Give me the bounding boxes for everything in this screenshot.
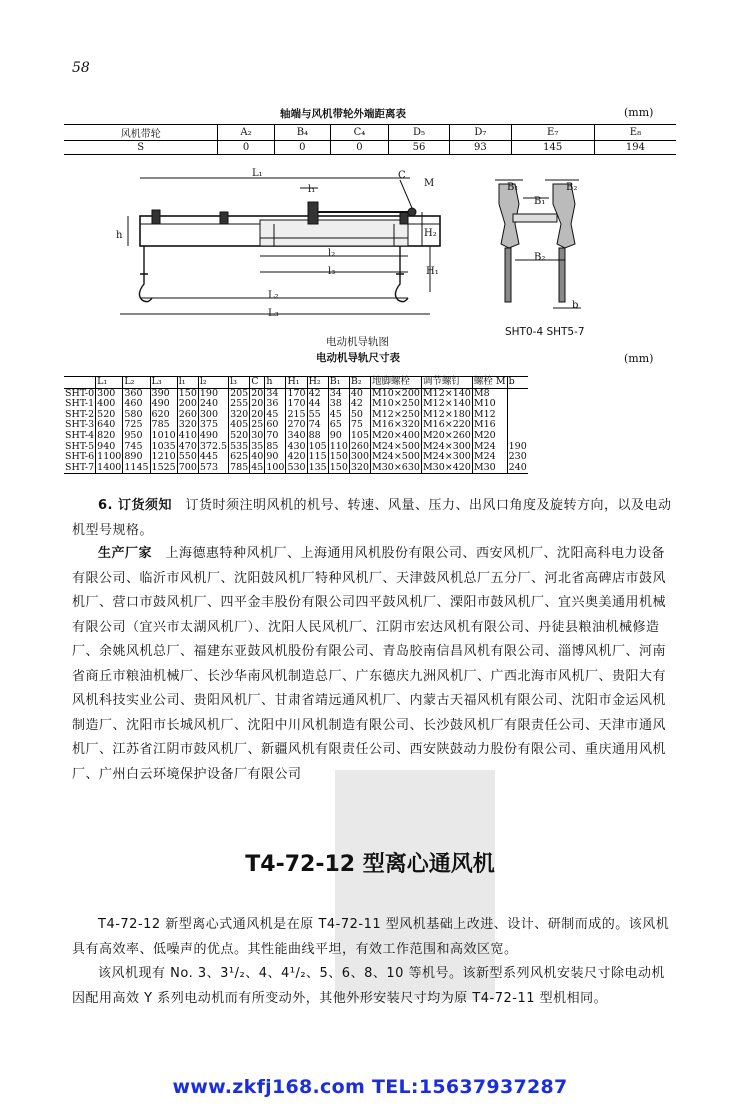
table2-header: H₂ bbox=[307, 377, 328, 389]
table2-cell: 520 bbox=[96, 410, 123, 421]
table2-header: b bbox=[507, 377, 528, 389]
table1-header: B₄ bbox=[274, 125, 331, 141]
table2-cell: 490 bbox=[198, 431, 228, 442]
dim-label: H₂ bbox=[424, 228, 437, 239]
dim-label: M bbox=[424, 178, 435, 189]
table2-cell: 625 bbox=[230, 451, 249, 463]
table2-cell: 270 bbox=[287, 419, 306, 431]
table2-cell: M24×300 bbox=[422, 451, 471, 463]
table2-cell: 55 bbox=[307, 410, 328, 421]
table2-cell: 240 bbox=[508, 461, 527, 473]
table2-cell: M12×180 bbox=[422, 408, 471, 420]
table1-cell: 0 bbox=[274, 141, 331, 155]
table-row bbox=[64, 141, 676, 155]
table2-header: B₂ bbox=[349, 377, 370, 389]
table2-cell: 1035 bbox=[151, 440, 176, 452]
table2-cell: 150 bbox=[178, 387, 197, 399]
table2-cell: 100 bbox=[266, 461, 285, 473]
dim-label: l₃ bbox=[328, 266, 336, 277]
table1-unit: (mm) bbox=[624, 106, 654, 119]
table2-cell: 150 bbox=[329, 461, 348, 473]
manufacturers-label: 生产厂家 bbox=[98, 546, 153, 561]
dim-label: B₂ bbox=[566, 182, 578, 193]
dim-label: b bbox=[572, 300, 579, 311]
figure-view-caption: SHT0-4 SHT5-7 bbox=[505, 326, 585, 338]
table2-cell: 20 bbox=[251, 398, 264, 410]
table2-cell bbox=[507, 431, 528, 442]
table2-cell: 25 bbox=[251, 419, 264, 431]
table2-cell: 90 bbox=[265, 452, 286, 463]
table2-cell: 320 bbox=[230, 408, 249, 420]
table1-cell: 194 bbox=[594, 141, 676, 155]
table2-cell: 360 bbox=[123, 388, 150, 399]
table2-cell: 70 bbox=[265, 431, 286, 442]
table2-cell: 36 bbox=[265, 399, 286, 410]
manufacturers-text: 上海德惠特种风机厂、上海通用风机股份有限公司、西安风机厂、沈阳高科电力设备有限公司、临沂市风机厂、沈阳鼓风机厂特种风机厂、天津鼓风机总厂五分厂、河北省高碑店市鼓风机厂、营口市鼓风机厂、四平金丰股份有限公司四平鼓风机厂、溧阳市鼓风机厂、宜兴奥美通用机械有限公司（宜兴市太湖风机厂）、沈阳人民风机厂、江阴市宏达风机有限公司、丹徒县粮油机械修造厂、余姚风机总厂、福建东亚鼓风机股份有限公司、青岛胶南信昌风机有限公司、淄博风机厂、河南省商丘市粮油机械厂、长沙华南风机制造总厂、广东德庆九洲风机厂、广西北海市风机厂、贵阳大有风机科技实业公司、贵阳风机厂、甘肃省靖远通风机厂、内蒙古天福风机有限公司、沈阳市金运风机制造厂、沈阳市长城风机厂、沈阳中川风机制造有限公司、长沙鼓风机厂有限责任公司、天津市通风机厂、江苏省江阴市鼓风机厂、新疆风机有限责任公司、西安陕鼓动力股份有限公司、重庆通用风机厂、广州白云环境保护设备厂有限公司 bbox=[72, 546, 667, 782]
table2-cell: M24 bbox=[472, 452, 507, 463]
table2-cell: 190 bbox=[508, 440, 527, 452]
table2-cell bbox=[507, 399, 528, 410]
table2-cell: 940 bbox=[96, 442, 123, 453]
table2-cell bbox=[507, 410, 528, 421]
dim-label: H₁ bbox=[426, 266, 439, 277]
table2-cell: SHT-5 bbox=[65, 440, 95, 452]
table2-cell bbox=[507, 420, 528, 431]
table2-cell: 785 bbox=[150, 420, 177, 431]
table2-cell: 35 bbox=[251, 440, 264, 452]
table2-cell: 372.5 bbox=[199, 440, 228, 452]
table2-caption: 电动机导轨尺寸表 bbox=[316, 352, 400, 364]
table2-cell: 580 bbox=[123, 410, 150, 421]
table2-cell: 410 bbox=[178, 429, 197, 441]
table2-cell: 190 bbox=[198, 388, 228, 399]
table2-cell: M30 bbox=[472, 463, 507, 474]
table2-cell: M20×260 bbox=[422, 429, 471, 441]
table2-cell: 20 bbox=[251, 408, 264, 420]
table2-cell: 74 bbox=[307, 420, 328, 431]
table2-cell: M12×140 bbox=[422, 398, 471, 410]
table2-cell: 42 bbox=[349, 399, 370, 410]
dim-label: B₁ bbox=[534, 196, 546, 207]
figure-caption: 电动机导轨图 bbox=[326, 336, 389, 348]
table2-cell: 530 bbox=[287, 461, 306, 473]
dim-label: B₁ bbox=[507, 182, 519, 193]
table2-cell: 300 bbox=[198, 410, 228, 421]
table2-cell: 45 bbox=[265, 410, 286, 421]
table2-cell: 1400 bbox=[97, 461, 122, 473]
table2-cell: 640 bbox=[96, 420, 123, 431]
table2-header: C bbox=[250, 377, 265, 389]
motor-rail-drawing bbox=[100, 162, 640, 340]
section-title: T4-72-12 型离心通风机 bbox=[245, 852, 495, 877]
table2-cell: 535 bbox=[230, 440, 249, 452]
table1-cell: 56 bbox=[388, 141, 449, 155]
table2-cell: 700 bbox=[178, 461, 197, 473]
table2-cell: 42 bbox=[307, 388, 328, 399]
table1-cell: 93 bbox=[450, 141, 511, 155]
table2-cell: 1210 bbox=[151, 451, 176, 463]
table2-cell bbox=[507, 388, 528, 399]
table2-cell: M12×140 bbox=[422, 387, 471, 399]
table2-cell: M24×300 bbox=[422, 440, 471, 452]
dim-label: L₁ bbox=[252, 168, 263, 179]
table2-header: L₃ bbox=[150, 377, 177, 389]
table2-cell: 20 bbox=[251, 387, 264, 399]
table2-cell: 820 bbox=[96, 431, 123, 442]
dim-label: B₂ bbox=[534, 252, 546, 263]
table2-cell: 205 bbox=[230, 387, 249, 399]
table1-cell: S bbox=[137, 142, 145, 153]
table2-cell: 300 bbox=[350, 451, 370, 463]
table2-cell: 34 bbox=[328, 388, 349, 399]
table2-cell: 950 bbox=[123, 431, 150, 442]
table2-cell: 420 bbox=[287, 451, 306, 463]
table2-cell: 260 bbox=[178, 408, 197, 420]
table2-cell: 50 bbox=[349, 410, 370, 421]
table1-cell: 0 bbox=[218, 141, 274, 155]
table2-cell: 550 bbox=[178, 451, 197, 463]
table2-cell: 105 bbox=[308, 440, 327, 452]
table2-cell: M24×500 bbox=[372, 440, 420, 452]
table2-cell: SHT-0 bbox=[65, 387, 95, 399]
table2-cell: SHT-1 bbox=[65, 398, 95, 410]
table2-cell: 620 bbox=[150, 410, 177, 421]
table2-cell: M10×200 bbox=[372, 387, 420, 399]
table1-cell: 145 bbox=[511, 141, 594, 155]
table2-cell: 115 bbox=[308, 451, 327, 463]
table2-cell: SHT-3 bbox=[65, 419, 95, 431]
manufacturers bbox=[72, 542, 672, 787]
table2-cell: 85 bbox=[265, 442, 286, 453]
table2-cell: M24 bbox=[472, 442, 507, 453]
table2-cell: M24×500 bbox=[372, 451, 420, 463]
table2-header: l₁ bbox=[177, 377, 198, 389]
table2-cell: M30×630 bbox=[372, 461, 420, 473]
table-row bbox=[64, 463, 528, 474]
table1-header: D₅ bbox=[388, 125, 449, 141]
table2-cell: 1525 bbox=[151, 461, 176, 473]
table2-cell: 260 bbox=[350, 440, 370, 452]
table2-cell: 75 bbox=[349, 420, 370, 431]
table2-header: 螺栓 M bbox=[473, 376, 506, 387]
table2-cell: M10×250 bbox=[372, 398, 420, 410]
table2-cell: 890 bbox=[123, 452, 150, 463]
table2-cell: M16×220 bbox=[422, 419, 471, 431]
table2-cell: 490 bbox=[150, 399, 177, 410]
table2-cell: 520 bbox=[230, 429, 249, 441]
table2-cell: 215 bbox=[287, 408, 306, 420]
table1-header: E₈ bbox=[594, 125, 676, 141]
table2-cell: 34 bbox=[265, 388, 286, 399]
table1-cell: 0 bbox=[331, 141, 389, 155]
table2-cell: 40 bbox=[349, 388, 370, 399]
table1-header: A₂ bbox=[218, 125, 274, 141]
table2-cell: 460 bbox=[123, 399, 150, 410]
table2-cell: SHT-4 bbox=[65, 429, 95, 441]
table2-cell: 200 bbox=[178, 398, 197, 410]
table2-cell: M8 bbox=[472, 388, 507, 399]
table1-header: C₄ bbox=[331, 125, 389, 141]
table2-header: h bbox=[265, 377, 286, 389]
table1-header: 风机带轮 bbox=[64, 125, 218, 141]
table2-cell: 320 bbox=[178, 419, 197, 431]
table2-cell: 1100 bbox=[97, 451, 122, 463]
table2-cell: 405 bbox=[230, 419, 249, 431]
footer-contact: www.zkfj168.com TEL:15637937287 bbox=[172, 1076, 568, 1098]
table2-header: 调节螺钉 bbox=[421, 377, 472, 389]
table2-cell: 65 bbox=[328, 420, 349, 431]
table2-cell: SHT-7 bbox=[65, 461, 95, 473]
table2-cell: 230 bbox=[508, 451, 527, 463]
order-notes-label: 6. 订货须知 bbox=[98, 498, 173, 513]
table2-cell: 30 bbox=[251, 429, 264, 441]
table2-cell: 38 bbox=[328, 399, 349, 410]
dim-label: h bbox=[116, 230, 123, 241]
table2-cell: 88 bbox=[307, 431, 328, 442]
table2-cell: SHT-2 bbox=[65, 408, 95, 420]
table2-cell: 300 bbox=[96, 388, 123, 399]
table1-caption: 轴端与风机带轮外端距离表 bbox=[280, 108, 406, 120]
table2-cell: 430 bbox=[287, 440, 306, 452]
table2-cell: 40 bbox=[251, 451, 264, 463]
dim-label: l₂ bbox=[328, 248, 336, 259]
table2-cell: 390 bbox=[150, 388, 177, 399]
dim-label: C bbox=[398, 170, 406, 181]
table2-cell: 135 bbox=[308, 461, 327, 473]
table2-cell: 240 bbox=[198, 399, 228, 410]
table2-cell: 45 bbox=[251, 461, 264, 473]
dim-label: l₁ bbox=[308, 184, 316, 195]
table2-cell: 785 bbox=[230, 461, 249, 473]
order-notes bbox=[72, 494, 672, 543]
table2-cell: 445 bbox=[198, 452, 228, 463]
table2-unit: (mm) bbox=[624, 352, 654, 365]
page-number: 58 bbox=[72, 60, 90, 76]
table2-header: H₁ bbox=[286, 377, 307, 389]
table2-cell: 340 bbox=[287, 429, 306, 441]
table-row bbox=[64, 431, 528, 442]
table2-cell: 90 bbox=[328, 431, 349, 442]
table2-cell: 170 bbox=[287, 387, 306, 399]
table2-cell: M16×320 bbox=[372, 419, 420, 431]
table2-cell: M10 bbox=[472, 399, 507, 410]
rail-dimension-table bbox=[64, 376, 528, 474]
table2-header: B₁ bbox=[328, 377, 349, 389]
table2-cell: M30×420 bbox=[422, 461, 471, 473]
table2-cell: 745 bbox=[123, 442, 150, 453]
table2-cell: 470 bbox=[178, 440, 197, 452]
table2-cell: M20×400 bbox=[372, 429, 420, 441]
table2-cell: M20 bbox=[472, 431, 507, 442]
table2-cell: 255 bbox=[230, 398, 249, 410]
order-notes-text: 订货时须注明风机的机号、转速、风量、压力、出风口角度及旋转方向，以及电动机型号规格。 bbox=[72, 498, 672, 538]
table2-cell: M12×250 bbox=[372, 408, 420, 420]
table2-cell: 105 bbox=[350, 429, 370, 441]
table2-cell: SHT-6 bbox=[65, 451, 95, 463]
table2-cell: M16 bbox=[472, 420, 507, 431]
intro-paragraph-1: T4-72-12 新型离心式通风机是在原 T4-72-11 型风机基础上改进、设计、研制而成的。该风机具有高效率、低噪声的优点。其性能曲线平坦，有效工作范围和高效区宽。 bbox=[72, 917, 670, 957]
table1-header: D₇ bbox=[450, 125, 511, 141]
table1-header: E₇ bbox=[511, 125, 594, 141]
table2-header: l₃ bbox=[229, 377, 250, 389]
table2-header bbox=[64, 377, 96, 389]
table2-cell: 725 bbox=[123, 420, 150, 431]
table2-cell: 375 bbox=[198, 420, 228, 431]
table2-cell: 150 bbox=[329, 451, 348, 463]
table2-cell: 573 bbox=[198, 463, 228, 474]
table2-cell: 60 bbox=[265, 420, 286, 431]
dim-label: L₂ bbox=[268, 290, 279, 301]
table2-cell: 45 bbox=[328, 410, 349, 421]
table2-cell: 320 bbox=[350, 461, 370, 473]
table2-cell: 110 bbox=[329, 440, 348, 452]
distance-table bbox=[64, 124, 676, 155]
table2-header: L₂ bbox=[123, 377, 150, 389]
dim-label: L₃ bbox=[268, 308, 279, 319]
table2-cell: 1145 bbox=[124, 461, 149, 473]
table2-cell: 170 bbox=[287, 398, 306, 410]
table2-header: L₁ bbox=[96, 377, 123, 389]
table2-cell: 44 bbox=[307, 399, 328, 410]
table2-cell: 1010 bbox=[151, 429, 176, 441]
table2-header: 地脚螺栓 bbox=[371, 377, 422, 389]
table2-header: l₂ bbox=[198, 377, 228, 389]
table2-cell: 400 bbox=[96, 399, 123, 410]
intro-paragraph-2: 该风机现有 No. 3、3¹/₂、4、4¹/₂、5、6、8、10 等机号。该新型系列风机安装尺寸除电动机因配用高效 Y 系列电动机而有所变动外，其他外形安装尺寸均为原 T4-72-11 型机相同。 bbox=[72, 966, 666, 1006]
table2-cell: M12 bbox=[472, 410, 507, 421]
